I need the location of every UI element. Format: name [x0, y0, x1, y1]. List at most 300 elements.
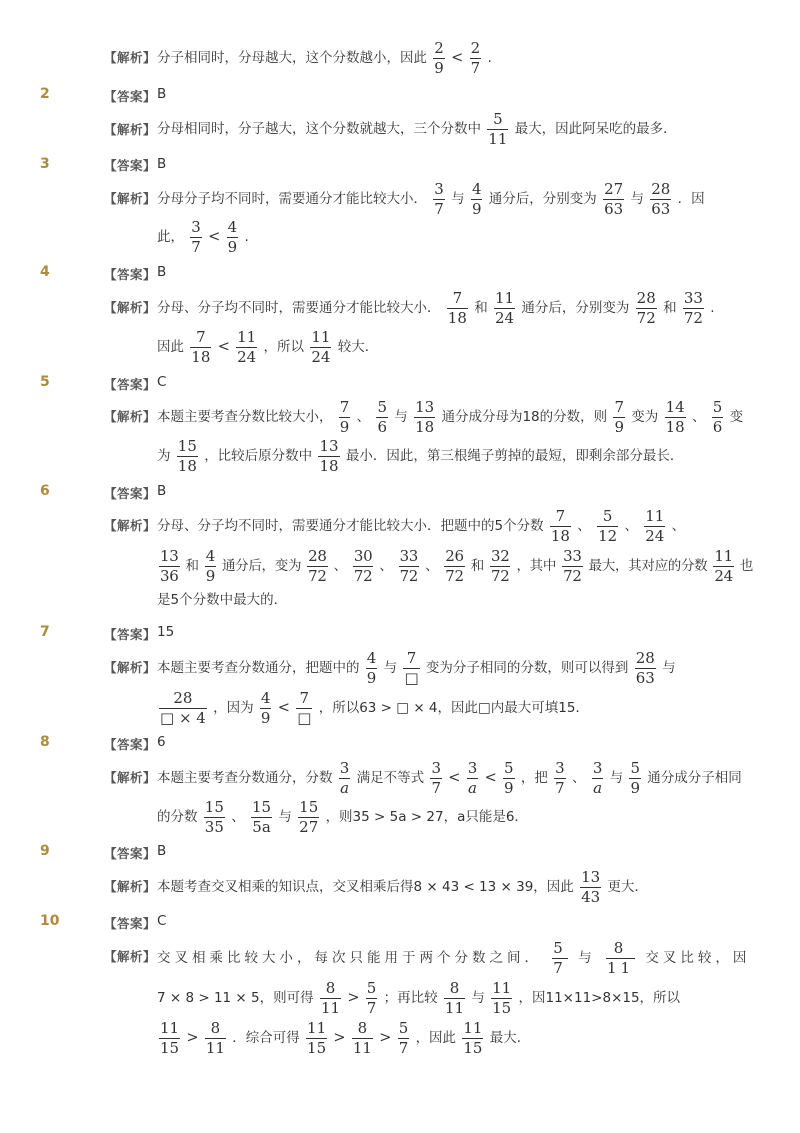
text-run: 通分后，分别变为 — [488, 191, 597, 207]
fraction-denominator: 72 — [353, 566, 373, 585]
fraction-denominator: 18 — [665, 417, 685, 436]
fraction — [494, 288, 515, 327]
fraction-denominator: 9 — [434, 58, 444, 77]
text-run: 、 — [379, 558, 393, 574]
text-run: 本题主要考查分数通分，把题中的 — [157, 660, 360, 676]
text-run: 本题主要考查分数通分，分数 — [157, 770, 333, 786]
text-run: ，把 — [520, 770, 548, 786]
text-run: 分子相同时，分母越大，这个分数越小，因此 — [157, 50, 427, 66]
fraction — [251, 797, 272, 836]
fraction-denominator: 9 — [630, 778, 640, 797]
fraction-denominator: 72 — [563, 566, 582, 585]
text-run: > — [347, 990, 360, 1006]
text-run: 、 — [671, 518, 686, 534]
text-run: 最大，因此阿呆吃的最多． — [514, 121, 677, 137]
q8-answer: 6 — [157, 734, 166, 750]
text-run: ，所以63 > □ × 4，因此□内最大可填15． — [318, 700, 589, 716]
fraction-denominator: 18 — [191, 347, 211, 366]
fraction — [467, 758, 479, 797]
fraction-denominator: 6 — [712, 417, 723, 436]
fraction — [430, 758, 442, 797]
text-run: ，其中 — [516, 558, 557, 574]
fraction-numerator: 7 — [190, 330, 211, 348]
text-run: < — [484, 770, 497, 786]
fraction-numerator: 4 — [471, 179, 482, 198]
explanation-label: 【解析】 — [104, 770, 157, 785]
fraction-denominator: 63 — [651, 199, 671, 218]
fraction-numerator: 3 — [467, 758, 478, 777]
answer-label: 【答案】 — [104, 89, 157, 104]
fraction-denominator: 72 — [683, 308, 703, 327]
text-run: 最大，其对应的分数 — [588, 558, 708, 574]
question-number: 3 — [40, 156, 50, 172]
question-number: 10 — [40, 913, 60, 929]
text-run: 分母相同时，分子越大，这个分数就越大，三个分数中 — [157, 121, 481, 137]
text-run: 通分后，分别变为 — [521, 300, 630, 316]
fraction-numerator: 32 — [490, 546, 510, 565]
fraction — [298, 797, 319, 836]
fraction-numerator: 3 — [191, 217, 201, 236]
fraction — [592, 758, 604, 797]
explanation-label: 【解析】 — [104, 949, 157, 964]
fraction — [306, 1018, 327, 1057]
text-run: 、 — [425, 558, 439, 574]
fraction — [190, 327, 211, 366]
fraction — [597, 506, 618, 545]
fraction — [352, 1018, 373, 1057]
text-run: 变 — [729, 409, 744, 425]
q6-explanation-line-1 — [157, 504, 685, 548]
q8-explanation-line-1 — [157, 756, 742, 800]
fraction-numerator: 11 — [311, 327, 331, 346]
fraction-denominator: 9 — [205, 566, 215, 585]
fraction — [462, 1018, 483, 1057]
fraction-denominator: 24 — [714, 566, 733, 585]
fraction-numerator: 4 — [205, 546, 215, 565]
q6-explanation-line-3: 是5个分数中最大的． — [157, 592, 288, 608]
q10-explanation-line-1 — [157, 936, 750, 980]
fraction-numerator: 15 — [299, 797, 319, 816]
text-run: 和 — [470, 558, 484, 574]
fraction-numerator: 3 — [339, 758, 350, 777]
text-run: 与 — [471, 990, 485, 1006]
fraction — [471, 179, 483, 218]
fraction-numerator: 7 — [296, 691, 312, 709]
fraction-denominator: 11 — [444, 998, 465, 1017]
fraction — [159, 1018, 180, 1057]
text-run: 通分成分母为18的分数，则 — [441, 409, 608, 425]
fraction — [552, 938, 568, 977]
fraction — [712, 397, 724, 436]
fraction-numerator: 28 — [635, 648, 655, 667]
fraction — [339, 397, 351, 436]
fraction-denominator: 9 — [260, 708, 271, 727]
fraction-denominator: 15 — [463, 1038, 483, 1057]
fraction — [236, 327, 257, 366]
fraction — [403, 648, 419, 687]
text-run: 和 — [474, 300, 488, 316]
fraction-denominator: 72 — [636, 308, 656, 327]
q7-explanation-line-1 — [157, 646, 676, 690]
q10-answer: C — [157, 913, 167, 929]
fraction-denominator: 7 — [555, 778, 565, 797]
fraction — [433, 38, 445, 77]
fraction-numerator: 5 — [597, 509, 618, 527]
fraction — [318, 436, 339, 475]
text-run: ，则35 > 5a > 27，a只能是6． — [325, 809, 528, 825]
fraction-numerator: 3 — [555, 758, 565, 777]
fraction-numerator: 3 — [434, 179, 444, 198]
fraction-numerator: 33 — [563, 546, 582, 565]
q5-explanation-line-2 — [157, 434, 683, 478]
question-number: 7 — [40, 624, 50, 640]
fraction-numerator: 7 — [403, 651, 419, 669]
text-run: ，因此 — [415, 1030, 457, 1046]
fraction-denominator: 24 — [311, 347, 331, 366]
fraction-numerator: 15 — [204, 797, 224, 816]
q7-explanation-line-2 — [157, 686, 589, 730]
text-run: . — [487, 50, 492, 66]
fraction-denominator: 11 — [320, 998, 341, 1017]
text-run: 与 — [662, 660, 676, 676]
fraction-denominator: 9 — [227, 237, 238, 256]
q3-answer: B — [157, 156, 167, 172]
fraction-denominator: 43 — [581, 887, 601, 906]
fraction-denominator: 9 — [339, 417, 350, 436]
text-run: 本题考查交叉相乘的知识点，交叉相乘后得8 × 43 < 13 × 39，因此 — [157, 879, 574, 895]
fraction-numerator: 7 — [614, 397, 624, 416]
fraction — [487, 109, 508, 148]
text-run: 与 — [578, 950, 596, 966]
fraction — [713, 546, 734, 585]
text-run: 此， — [157, 229, 184, 245]
explanation-label: 【解析】 — [104, 518, 157, 533]
fraction-denominator: 11 — [606, 958, 635, 977]
fraction-denominator: a — [468, 778, 477, 797]
fraction — [650, 179, 671, 218]
fraction-numerator: 11 — [160, 1018, 180, 1037]
text-run: 、 — [691, 409, 706, 425]
text-run: 、 — [356, 409, 371, 425]
answer-label: 【答案】 — [104, 846, 157, 861]
answer-label: 【答案】 — [104, 916, 157, 931]
fraction — [177, 436, 198, 475]
fraction-numerator: 27 — [604, 179, 624, 198]
fraction-numerator: 5 — [377, 397, 387, 416]
question-number: 4 — [40, 264, 50, 280]
fraction — [444, 546, 465, 585]
explanation-label: 【解析】 — [104, 191, 157, 206]
fraction-denominator: 6 — [377, 417, 387, 436]
text-run: ，因11×11>8×15，所以 — [518, 990, 681, 1006]
fraction-denominator: 11 — [352, 1038, 372, 1057]
fraction-denominator: 72 — [399, 566, 419, 585]
fraction-numerator: 11 — [645, 506, 665, 525]
q5-explanation-line-1 — [157, 395, 743, 439]
text-run: ；再比较 — [383, 990, 438, 1006]
fraction-numerator: 33 — [683, 288, 703, 307]
q4-explanation-line-1 — [157, 286, 715, 330]
fraction-numerator: 14 — [665, 397, 685, 416]
fraction-numerator: 8 — [444, 981, 465, 999]
q9-answer: B — [157, 843, 167, 859]
fraction — [398, 1018, 410, 1057]
fraction-numerator: 11 — [237, 327, 257, 346]
fraction-denominator: 7 — [366, 998, 377, 1017]
text-run: 也 — [739, 558, 754, 574]
fraction-numerator: 13 — [160, 546, 179, 565]
text-run: 最大． — [489, 1030, 531, 1046]
fraction — [376, 397, 388, 436]
fraction — [190, 217, 202, 256]
text-run: 因此 — [157, 339, 184, 355]
fraction — [227, 217, 239, 256]
text-run: ，因为 — [213, 700, 254, 716]
fraction — [159, 688, 207, 727]
text-run: 通分后，变为 — [221, 558, 302, 574]
text-run: 通分成分子相同 — [647, 770, 742, 786]
question-number: 8 — [40, 734, 50, 750]
explanation-label: 【解析】 — [104, 879, 157, 894]
fraction-numerator: 28 — [159, 691, 207, 709]
q3-explanation-line-2 — [157, 215, 249, 259]
fraction — [644, 506, 665, 545]
fraction-denominator: 7 — [553, 958, 567, 977]
text-run: 与 — [609, 770, 624, 786]
question-number: 9 — [40, 843, 50, 859]
fraction — [635, 648, 656, 687]
fraction-denominator: 7 — [470, 58, 481, 77]
fraction-numerator: 3 — [431, 758, 441, 777]
fraction-denominator: 9 — [366, 668, 377, 687]
text-run: 和 — [185, 558, 199, 574]
fraction-denominator: 11 — [488, 129, 508, 148]
fraction — [366, 978, 378, 1017]
fraction — [260, 688, 272, 727]
fraction — [307, 546, 328, 585]
fraction-numerator: 8 — [352, 1021, 373, 1039]
fraction — [296, 688, 312, 727]
fraction-numerator: 4 — [366, 648, 377, 667]
text-run: 、 — [624, 518, 638, 534]
fraction-denominator: 24 — [494, 308, 515, 327]
q8-explanation-line-2 — [157, 795, 528, 839]
fraction — [353, 546, 374, 585]
fraction-denominator: 18 — [177, 456, 197, 475]
fraction-denominator: □ — [404, 668, 419, 687]
fraction-denominator: □ × 4 — [160, 708, 206, 727]
answer-label: 【答案】 — [104, 737, 157, 752]
fraction-denominator: 18 — [550, 526, 570, 545]
fraction — [339, 758, 351, 797]
fraction-numerator: 11 — [494, 288, 515, 307]
fraction-numerator: 11 — [714, 546, 733, 565]
fraction-numerator: 5 — [398, 1018, 409, 1037]
fraction-numerator: 5 — [487, 112, 508, 130]
text-run: 7 × 8 > 11 × 5，则可得 — [157, 990, 314, 1006]
fraction-denominator: 7 — [431, 778, 441, 797]
fraction-denominator: 5a — [252, 817, 271, 836]
text-run: 变为 — [631, 409, 659, 425]
text-run: > — [379, 1030, 392, 1046]
fraction — [447, 288, 468, 327]
fraction — [204, 797, 225, 836]
question-number: 6 — [40, 483, 50, 499]
fraction — [366, 648, 378, 687]
q9-explanation-line-1 — [157, 865, 648, 909]
answer-label: 【答案】 — [104, 627, 157, 642]
fraction-denominator: □ — [297, 708, 312, 727]
text-run: 分母分子均不同时，需要通分才能比较大小． — [157, 191, 427, 207]
fraction-numerator: 5 — [553, 938, 567, 957]
answer-label: 【答案】 — [104, 486, 157, 501]
text-run: 、 — [231, 809, 245, 825]
fraction-denominator: 63 — [604, 199, 624, 218]
text-run: 与 — [278, 809, 292, 825]
fraction-numerator: 13 — [415, 397, 435, 416]
q1-explanation-line-1 — [157, 36, 492, 80]
fraction-denominator: a — [340, 778, 350, 797]
fraction — [490, 546, 511, 585]
text-run: 、 — [577, 518, 591, 534]
q4-explanation-line-2 — [157, 325, 378, 369]
text-run: ，所以 — [263, 339, 305, 355]
answer-label: 【答案】 — [104, 158, 157, 173]
text-run: 、 — [572, 770, 586, 786]
fraction — [580, 867, 601, 906]
q7-answer: 15 — [157, 624, 175, 640]
fraction-denominator: 72 — [308, 566, 327, 585]
text-run: < — [451, 50, 464, 66]
q10-explanation-line-3 — [157, 1016, 530, 1060]
text-run: < — [217, 339, 230, 355]
fraction-denominator: 9 — [614, 417, 624, 436]
text-run: 较大． — [337, 339, 379, 355]
fraction-denominator: 12 — [598, 526, 618, 545]
fraction-denominator: 9 — [471, 199, 482, 218]
text-run: 、 — [333, 558, 347, 574]
explanation-label: 【解析】 — [104, 122, 157, 137]
fraction-numerator: 4 — [227, 217, 238, 236]
fraction — [503, 758, 515, 797]
fraction-numerator: 5 — [712, 397, 723, 416]
explanation-label: 【解析】 — [104, 300, 157, 315]
fraction-numerator: 5 — [630, 758, 640, 777]
fraction — [683, 288, 704, 327]
text-run: 为 — [157, 448, 171, 464]
fraction-denominator: 9 — [504, 778, 514, 797]
fraction-numerator: 5 — [504, 758, 514, 777]
answer-label: 【答案】 — [104, 267, 157, 282]
text-run: 与 — [451, 191, 465, 207]
fraction — [606, 938, 635, 977]
fraction — [310, 327, 331, 366]
fraction-denominator: 7 — [191, 237, 201, 256]
fraction — [491, 978, 512, 1017]
fraction-numerator: 15 — [251, 797, 272, 816]
fraction-denominator: 35 — [204, 817, 224, 836]
fraction-numerator: 11 — [307, 1018, 327, 1037]
fraction — [414, 397, 435, 436]
question-number: 5 — [40, 374, 50, 390]
q4-answer: B — [157, 264, 167, 280]
text-run: . — [244, 229, 249, 245]
text-run: 交叉相乘比较大小，每次只能用于两个分数之间． — [157, 950, 542, 966]
explanation-label: 【解析】 — [104, 409, 157, 424]
text-run: < — [208, 229, 221, 245]
fraction-numerator: 28 — [651, 179, 671, 198]
text-run: 满足不等式 — [356, 770, 425, 786]
fraction-denominator: 15 — [492, 998, 512, 1017]
text-run: < — [277, 700, 290, 716]
fraction-numerator: 26 — [445, 546, 464, 565]
fraction — [636, 288, 657, 327]
text-run: 与 — [630, 191, 644, 207]
fraction-denominator: 7 — [398, 1038, 409, 1057]
fraction-numerator: 13 — [581, 867, 601, 886]
fraction-numerator: 8 — [320, 981, 341, 999]
fraction-denominator: 18 — [319, 456, 339, 475]
fraction-numerator: 5 — [366, 978, 377, 997]
q2-answer: B — [157, 86, 167, 102]
fraction-denominator: 15 — [307, 1038, 327, 1057]
text-run: ，比较后原分数中 — [204, 448, 313, 464]
fraction — [550, 506, 571, 545]
text-run: 分母、分子均不同时，需要通分才能比较大小．把题中的5个分数 — [157, 518, 544, 534]
fraction-numerator: 28 — [308, 546, 327, 565]
fraction-numerator: 30 — [353, 546, 373, 565]
fraction — [470, 38, 482, 77]
fraction-denominator: 24 — [645, 526, 665, 545]
text-run: ．综合可得 — [232, 1030, 300, 1046]
fraction-denominator: 18 — [415, 417, 435, 436]
fraction — [665, 397, 686, 436]
fraction-numerator: 13 — [319, 436, 339, 455]
fraction-numerator: 2 — [470, 38, 481, 57]
fraction — [562, 546, 583, 585]
fraction-numerator: 11 — [492, 978, 512, 997]
answer-label: 【答案】 — [104, 377, 157, 392]
text-run: 与 — [383, 660, 398, 676]
fraction-numerator: 4 — [260, 688, 271, 707]
q10-explanation-line-2 — [157, 976, 680, 1020]
fraction-numerator: 33 — [399, 546, 419, 565]
fraction-denominator: 27 — [299, 817, 319, 836]
fraction-denominator: 24 — [237, 347, 257, 366]
text-run: 与 — [394, 409, 408, 425]
fraction-numerator: 7 — [550, 509, 571, 527]
fraction-numerator: 8 — [606, 941, 635, 959]
text-run: < — [448, 770, 461, 786]
fraction-numerator: 2 — [434, 38, 444, 57]
fraction — [603, 179, 624, 218]
fraction-denominator: 63 — [635, 668, 655, 687]
fraction-numerator: 7 — [447, 291, 468, 309]
fraction-denominator: 72 — [445, 566, 464, 585]
q6-answer: B — [157, 483, 167, 499]
fraction — [629, 758, 641, 797]
fraction-denominator: 15 — [160, 1038, 180, 1057]
explanation-label: 【解析】 — [104, 660, 157, 675]
text-run: > — [333, 1030, 346, 1046]
text-run: 最小．因此，第三根绳子剪掉的最短，即剩余部分最长． — [345, 448, 684, 464]
fraction — [613, 397, 625, 436]
text-run: ．因 — [677, 191, 705, 207]
explanation-label: 【解析】 — [104, 50, 157, 65]
text-run: 更大． — [607, 879, 648, 895]
fraction — [399, 546, 420, 585]
text-run: 交叉比较，因 — [645, 950, 751, 966]
